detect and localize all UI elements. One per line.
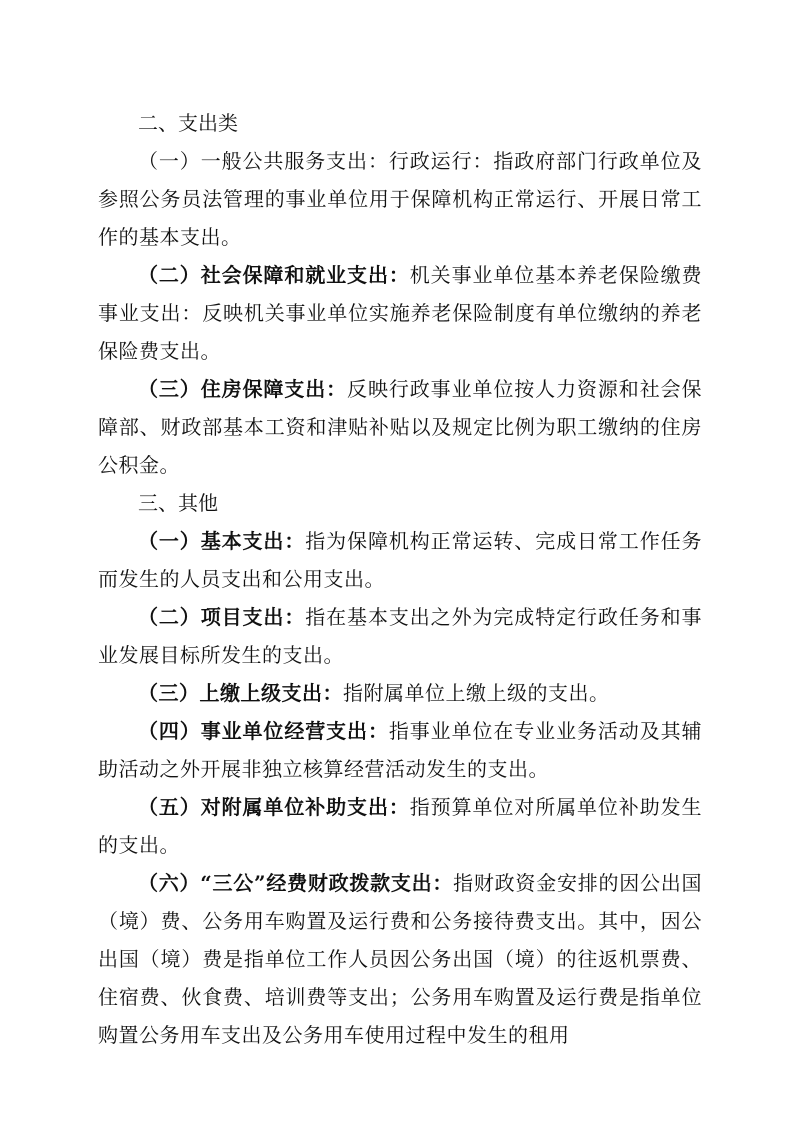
paragraph-business-operation-expenditure [98, 712, 702, 788]
item-body: 指财政资金安排的因公出国（境）费、公务用车购置及运行费和公务接待费支出。其中，因公出国（境）费是指单位工作人员因公务出国（境）的往返机票费、住宿费、伙食费、培训费等支出；公务用车购置及运行费是指单位购置公务用车支出及公务用车使用过程中发生的租用 [98, 871, 703, 1047]
item-term [138, 681, 343, 705]
item-term-label: 基本支出： [200, 529, 306, 553]
item-term-label: 项目支出： [200, 605, 306, 629]
item-body: 反映行政事业单位按人力资源和社会保障部、财政部基本工资和津贴补贴以及规定比例为职工缴纳的住房公积金。 [98, 377, 703, 477]
item-term-label: 事业单位经营支出： [200, 719, 389, 743]
item-term [138, 719, 389, 743]
item-term [138, 263, 410, 287]
item-body: 一般公共服务支出：行政运行：指政府部门行政单位及参照公务员法管理的事业单位用于保障机构正常运行、开展日常工作的基本支出。 [98, 149, 703, 249]
item-body: 指事业单位在专业业务活动及其辅助活动之外开展非独立核算经营活动发生的支出。 [98, 719, 703, 781]
paragraph-social-security [98, 256, 702, 370]
item-number: （四） [138, 719, 201, 743]
item-term [138, 605, 305, 629]
item-number: （三） [138, 681, 200, 705]
section-heading-expenditure: 二、支出类 [138, 111, 238, 135]
item-body: 指预算单位对所属单位补助发生的支出。 [98, 795, 703, 857]
item-number: （三） [138, 377, 201, 401]
item-number: （六） [138, 871, 201, 895]
paragraph-basic-expenditure [98, 522, 702, 598]
document-body [98, 104, 702, 1054]
item-number: （二） [138, 263, 201, 287]
item-number: （五） [138, 795, 201, 819]
item-term [138, 529, 305, 553]
paragraph-housing-security [98, 370, 702, 484]
item-body: 指为保障机构正常运转、完成日常工作任务而发生的人员支出和公用支出。 [98, 529, 703, 591]
item-body: 指在基本支出之外为完成特定行政任务和事业发展目标所发生的支出。 [98, 605, 703, 667]
paragraph-subsidy-to-affiliates [98, 788, 702, 864]
item-term-label: 社会保障和就业支出： [200, 263, 410, 287]
paragraph-project-expenditure [98, 598, 702, 674]
paragraph-remittance-to-superior [98, 674, 702, 712]
item-number: （一） [138, 149, 201, 173]
section-heading-other: 三、其他 [138, 491, 218, 515]
item-term [138, 377, 347, 401]
item-term-label: “三公”经费财政拨款支出： [200, 871, 454, 895]
item-term [138, 795, 410, 819]
item-term [138, 871, 453, 895]
item-body: 指附属单位上缴上级的支出。 [343, 681, 610, 705]
item-term-label: 对附属单位补助支出： [200, 795, 410, 819]
item-body: 机关事业单位基本养老保险缴费事业支出：反映机关事业单位实施养老保险制度有单位缴纳的养老保险费支出。 [98, 263, 703, 363]
item-number: （二） [138, 605, 201, 629]
item-number: （一） [138, 529, 201, 553]
paragraph-three-public-expenses [98, 864, 702, 1054]
item-term-label: 上缴上级支出： [199, 681, 343, 705]
paragraph-general-public-services [98, 142, 702, 256]
item-term-label: 住房保障支出： [200, 377, 348, 401]
